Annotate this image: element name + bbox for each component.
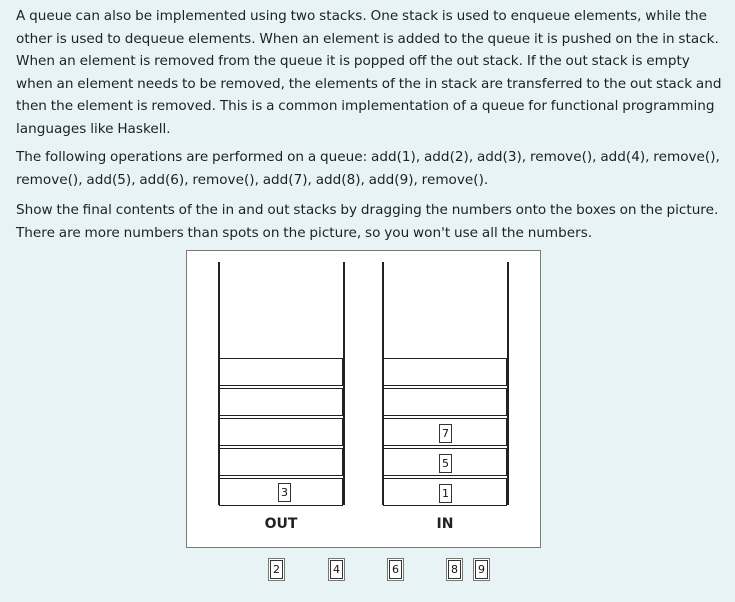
placed-tile-in-1[interactable]: 1 <box>439 484 452 503</box>
placed-tile-out-bottom[interactable]: 3 <box>278 483 291 502</box>
out-stack-right-wall <box>343 262 345 505</box>
out-stack-slot-5[interactable] <box>219 358 343 386</box>
choice-tile-2[interactable]: 2 <box>270 560 283 579</box>
out-stack-slot-2[interactable] <box>219 448 343 476</box>
in-stack-slot-5[interactable] <box>383 358 507 386</box>
choice-tile-9[interactable]: 9 <box>475 560 488 579</box>
out-stack-slot-3[interactable] <box>219 418 343 446</box>
in-stack-label: IN <box>436 516 454 532</box>
choice-tile-4[interactable]: 4 <box>330 560 343 579</box>
drop-area <box>186 250 541 548</box>
choice-tile-8[interactable]: 8 <box>448 560 461 579</box>
out-stack-label: OUT <box>264 516 298 532</box>
in-stack-right-wall <box>507 262 509 505</box>
in-stack-slot-4[interactable] <box>383 388 507 416</box>
question-paragraph-2: The following operations are performed on a queue: add(1), add(2), add(3), remove(), add(4), remove(), remove(), add(5), add(6), remove(), add(7), add(8), add(9), remove(). <box>16 149 720 188</box>
choice-tile-6[interactable]: 6 <box>389 560 402 579</box>
placed-tile-in-2[interactable]: 5 <box>439 454 452 473</box>
placed-tile-in-3[interactable]: 7 <box>439 424 452 443</box>
out-stack-slot-4[interactable] <box>219 388 343 416</box>
question-paragraph-1: A queue can also be implemented using two stacks. One stack is used to enqueue elements, while the other is used to dequeue elements. When an element is added to the queue it is pushed on the in stack. When an element is removed from the queue it is popped off the out stack. If the out stack is empty when an element needs to be removed, the elements of the in stack are transferred to the out stack and then the element is removed. This is a common implementation of a queue for functional programming languages like Haskell. <box>16 8 722 137</box>
question-paragraph-3: Show the final contents of the in and out stacks by dragging the numbers onto the boxes on the picture. There are more numbers than spots on the picture, so you won't use all the numbers. <box>16 202 719 241</box>
